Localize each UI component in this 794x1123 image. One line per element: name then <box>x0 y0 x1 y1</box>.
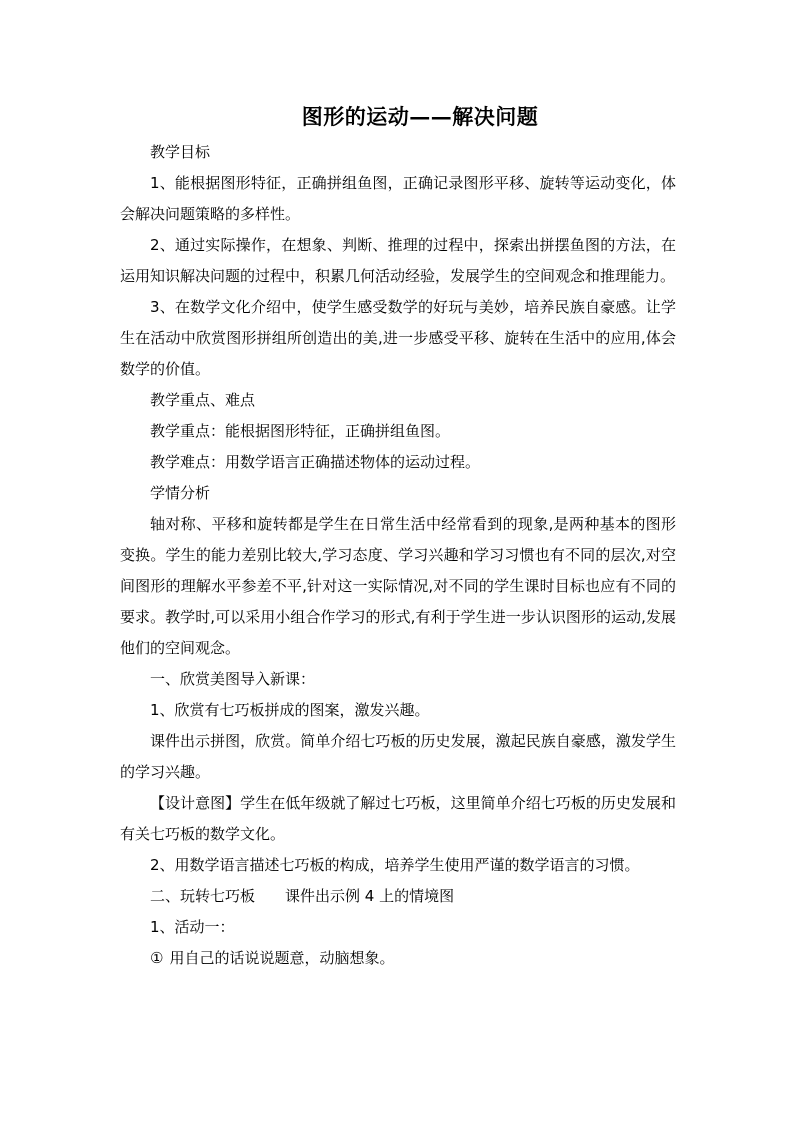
difficult-point: 教学难点：用数学语言正确描述物体的运动过程。 <box>150 453 481 471</box>
heading-key-points: 教学重点、难点 <box>150 391 256 409</box>
section-1-heading: 一、欣赏美图导入新课： <box>150 670 316 688</box>
heading-student-analysis: 学情分析 <box>150 484 211 502</box>
activity-1-heading: 1、活动一： <box>150 918 235 936</box>
goal-3: 3、在数学文化介绍中，使学生感受数学的好玩与美妙，培养民族自豪感。让学生在活动中欣赏图形拼组所创造出的美,进一步感受平移、旋转在生活中的应用,体会数学的价值。 <box>120 298 676 378</box>
circled-number-marker: ① <box>150 949 164 967</box>
section-1-item-1: 1、欣赏有七巧板拼成的图案，激发兴趣。 <box>150 701 430 719</box>
student-analysis: 轴对称、平移和旋转都是学生在日常生活中经常看到的现象,是两种基本的图形变换。学生的能力差别比较大,学习态度、学习兴趣和学习习惯也有不同的层次,对空间图形的理解水平参差不平,针对这一实际情况,对不同的学生课时目标也应有不同的要求。教学时,可以采用小组合作学习的形式,有利于学生进一步认识图形的运动,发展他们的空间观念。 <box>120 515 676 657</box>
activity-1-step-1-text: 用自己的话说说题意，动脑想象。 <box>169 949 395 967</box>
activity-1-step-1 <box>120 943 676 974</box>
document-body <box>120 137 676 974</box>
section-1-courseware: 课件出示拼图，欣赏。简单介绍七巧板的历史发展，激起民族自豪感，激发学生的学习兴趣。 <box>120 732 676 781</box>
design-intent: 【设计意图】学生在低年级就了解过七巧板，这里简单介绍七巧板的历史发展和有关七巧板的数学文化。 <box>120 794 676 843</box>
goal-1: 1、能根据图形特征，正确拼组鱼图，正确记录图形平移、旋转等运动变化，体会解决问题策略的多样性。 <box>120 174 676 223</box>
goal-2: 2、通过实际操作，在想象、判断、推理的过程中，探索出拼摆鱼图的方法，在运用知识解决问题的过程中，积累几何活动经验，发展学生的空间观念和推理能力。 <box>120 236 676 285</box>
key-point: 教学重点：能根据图形特征，正确拼组鱼图。 <box>150 422 451 440</box>
document-title: 图形的运动——解决问题 <box>301 104 539 129</box>
heading-teaching-goals: 教学目标 <box>150 143 211 161</box>
section-1-item-2: 2、用数学语言描述七巧板的构成，培养学生使用严谨的数学语言的习惯。 <box>150 856 640 874</box>
section-2-heading: 二、玩转七巧板 课件出示例 4 上的情境图 <box>150 887 455 905</box>
